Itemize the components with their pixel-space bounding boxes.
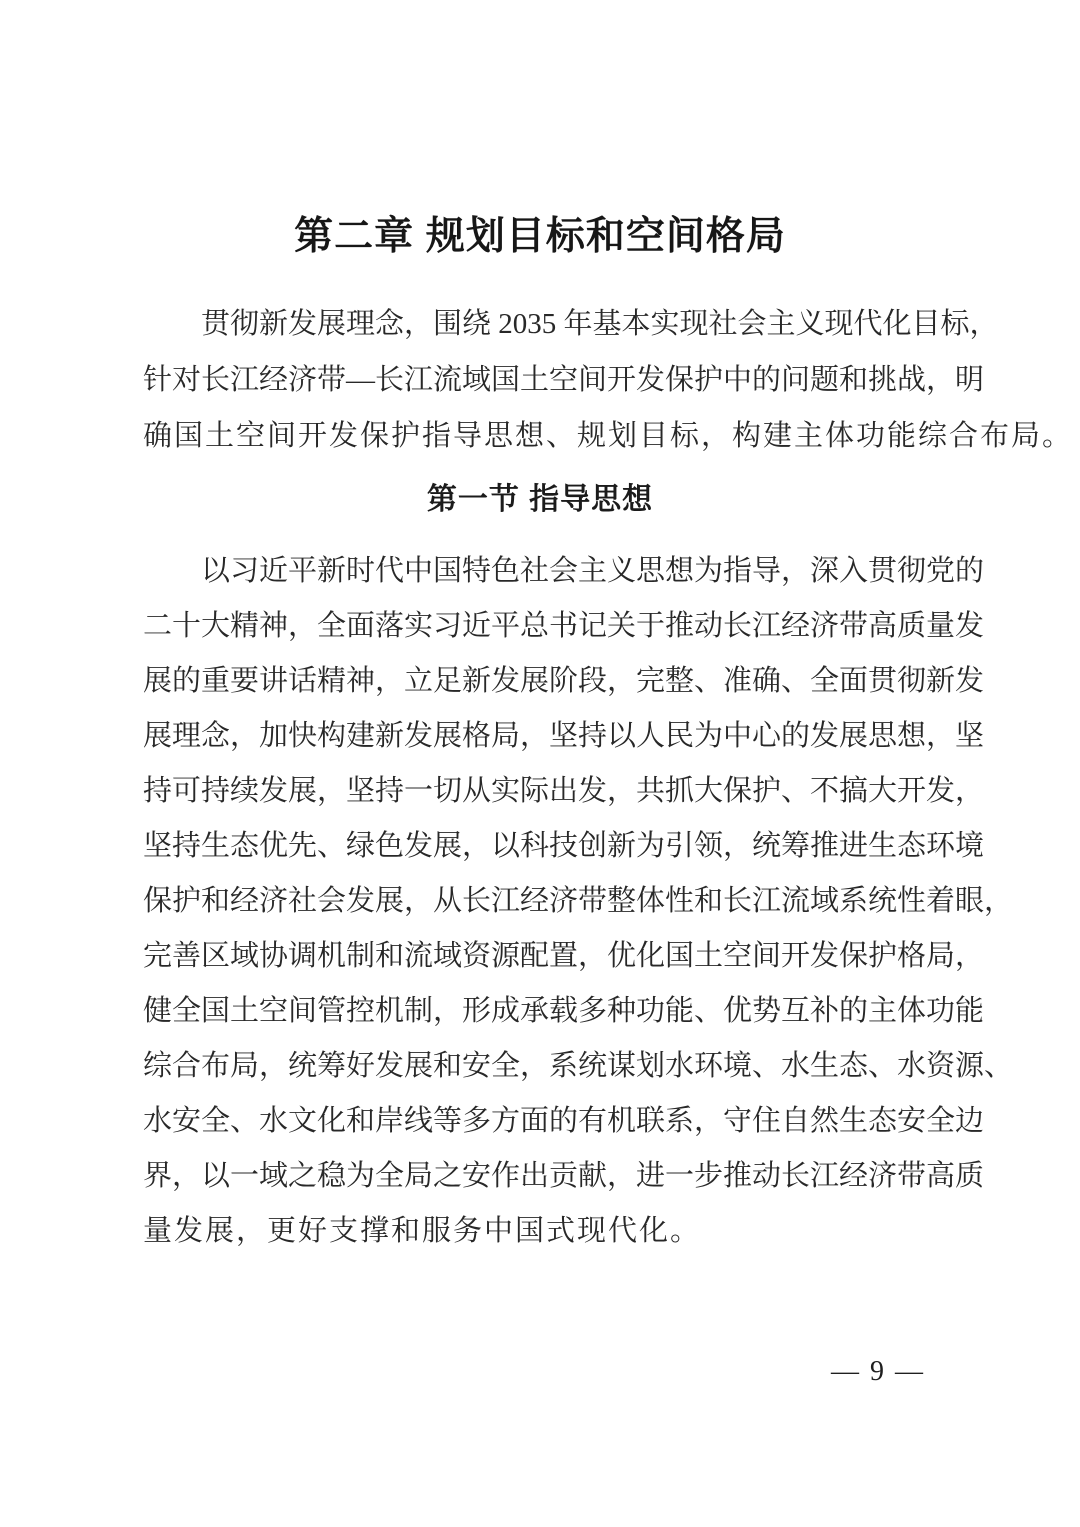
text-line: 针对长江经济带—长江流域国土空间开发保护中的问题和挑战，明 xyxy=(143,364,985,396)
page-number: — 9 — xyxy=(831,1356,925,1387)
chapter-title: 第二章 规划目标和空间格局 xyxy=(294,215,786,258)
guiding-ideology-paragraph xyxy=(143,544,1014,1259)
text-line: 健全国土空间管控机制，形成承载多种功能、优势互补的主体功能 xyxy=(143,995,985,1027)
text-line: 以习近平新时代中国特色社会主义思想为指导，深入贯彻党的 xyxy=(201,555,985,587)
text-line: 二十大精神，全面落实习近平总书记关于推动长江经济带高质量发 xyxy=(143,610,985,642)
text-line: 量发展，更好支撑和服务中国式现代化。 xyxy=(143,1215,702,1247)
text-line: 坚持生态优先、绿色发展，以科技创新为引领，统筹推进生态环境 xyxy=(143,830,985,862)
text-line: 展的重要讲话精神，立足新发展阶段，完整、准确、全面贯彻新发 xyxy=(143,665,985,697)
text-line: 综合布局，统筹好发展和安全，系统谋划水环境、水生态、水资源、 xyxy=(143,1050,1014,1082)
section-title: 第一节 指导思想 xyxy=(426,483,654,516)
text-line: 界，以一域之稳为全局之安作出贡献，进一步推动长江经济带高质 xyxy=(143,1160,985,1192)
text-line: 确国土空间开发保护指导思想、规划目标，构建主体功能综合布局。 xyxy=(143,420,1074,452)
text-line: 保护和经济社会发展，从长江经济带整体性和长江流域系统性着眼， xyxy=(143,885,1014,917)
text-line: 水安全、水文化和岸线等多方面的有机联系，守住自然生态安全边 xyxy=(143,1105,985,1137)
text-line: 贯彻新发展理念，围绕 2035 年基本实现社会主义现代化目标， xyxy=(201,308,999,340)
intro-paragraph xyxy=(143,296,1074,464)
text-line: 持可持续发展，坚持一切从实际出发，共抓大保护、不搞大开发， xyxy=(143,775,985,807)
text-line: 完善区域协调机制和流域资源配置，优化国土空间开发保护格局， xyxy=(143,940,985,972)
text-line: 展理念，加快构建新发展格局，坚持以人民为中心的发展思想，坚 xyxy=(143,720,985,752)
